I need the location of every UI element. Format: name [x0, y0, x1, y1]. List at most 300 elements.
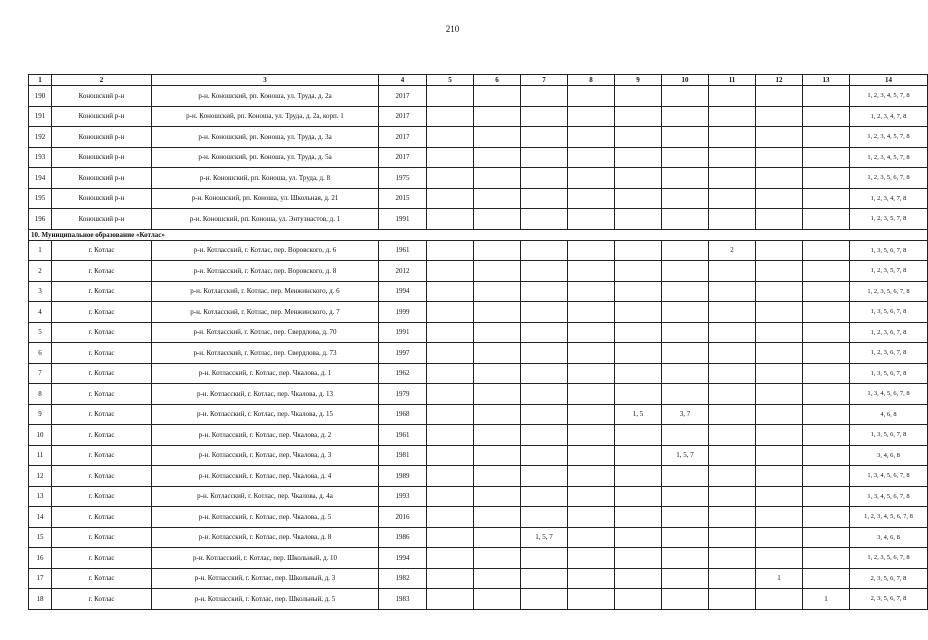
district-cell: г. Котлас	[52, 466, 152, 487]
col10-cell	[662, 281, 709, 302]
col13-cell	[803, 445, 850, 466]
district-cell: г. Котлас	[52, 240, 152, 261]
district-cell: Коношский р-н	[52, 168, 152, 189]
address-cell: р-н. Котласский, г. Котлас, пер. Чкалова, д. 3	[152, 445, 379, 466]
col8-cell	[568, 486, 615, 507]
column-header-12: 12	[756, 75, 803, 86]
col7-cell	[521, 548, 568, 569]
column-header-8: 8	[568, 75, 615, 86]
col6-cell	[474, 466, 521, 487]
col11-cell	[709, 527, 756, 548]
col9-cell	[615, 188, 662, 209]
table-row	[29, 527, 928, 548]
col8-cell	[568, 343, 615, 364]
col9-cell	[615, 322, 662, 343]
col10-cell	[662, 127, 709, 148]
col11-cell	[709, 86, 756, 107]
col11-cell: 2	[709, 240, 756, 261]
col13-cell	[803, 466, 850, 487]
col12-cell	[756, 548, 803, 569]
col12-cell	[756, 281, 803, 302]
works-cell: 1, 2, 3, 4, 5, 7, 8	[850, 147, 928, 168]
row-number: 196	[29, 209, 52, 230]
col9-cell	[615, 425, 662, 446]
col9-cell	[615, 240, 662, 261]
col6-cell	[474, 527, 521, 548]
address-cell: р-н. Коношский, рп. Коноша, ул. Труда, д. 2а	[152, 86, 379, 107]
col8-cell	[568, 168, 615, 189]
address-cell: р-н. Котласский, г. Котлас, пер. Воровского, д. 6	[152, 240, 379, 261]
col7-cell	[521, 343, 568, 364]
col13-cell	[803, 322, 850, 343]
col10-cell	[662, 261, 709, 282]
district-cell: г. Котлас	[52, 445, 152, 466]
col12-cell	[756, 188, 803, 209]
col11-cell	[709, 168, 756, 189]
district-cell: Коношский р-н	[52, 147, 152, 168]
col10-cell	[662, 425, 709, 446]
works-cell: 1, 3, 5, 6, 7, 8	[850, 425, 928, 446]
col5-cell	[427, 209, 474, 230]
row-number: 13	[29, 486, 52, 507]
col8-cell	[568, 106, 615, 127]
col7-cell	[521, 106, 568, 127]
col12-cell	[756, 261, 803, 282]
works-cell: 1, 2, 3, 6, 7, 8	[850, 343, 928, 364]
table-row	[29, 322, 928, 343]
district-cell: Коношский р-н	[52, 209, 152, 230]
col7-cell	[521, 302, 568, 323]
col8-cell	[568, 281, 615, 302]
col12-cell	[756, 445, 803, 466]
table-row	[29, 86, 928, 107]
col12-cell: 1	[756, 568, 803, 589]
col12-cell	[756, 589, 803, 610]
col7-cell	[521, 445, 568, 466]
col12-cell	[756, 486, 803, 507]
col9-cell	[615, 363, 662, 384]
column-header-9: 9	[615, 75, 662, 86]
col7-cell	[521, 127, 568, 148]
col10-cell	[662, 302, 709, 323]
table-row	[29, 548, 928, 569]
year-cell: 1962	[379, 363, 427, 384]
col9-cell	[615, 589, 662, 610]
col6-cell	[474, 168, 521, 189]
row-number: 1	[29, 240, 52, 261]
col5-cell	[427, 343, 474, 364]
col11-cell	[709, 445, 756, 466]
col6-cell	[474, 106, 521, 127]
table-row	[29, 507, 928, 528]
district-cell: г. Котлас	[52, 527, 152, 548]
col7-cell: 1, 5, 7	[521, 527, 568, 548]
table-row	[29, 466, 928, 487]
col10-cell	[662, 106, 709, 127]
col11-cell	[709, 384, 756, 405]
col8-cell	[568, 445, 615, 466]
col10-cell	[662, 209, 709, 230]
col13-cell	[803, 384, 850, 405]
col5-cell	[427, 548, 474, 569]
year-cell: 1979	[379, 384, 427, 405]
col8-cell	[568, 240, 615, 261]
col13-cell	[803, 507, 850, 528]
col12-cell	[756, 384, 803, 405]
year-cell: 1991	[379, 322, 427, 343]
works-cell: 1, 2, 3, 5, 6, 7, 8	[850, 281, 928, 302]
district-cell: г. Котлас	[52, 589, 152, 610]
year-cell: 1999	[379, 302, 427, 323]
col6-cell	[474, 343, 521, 364]
col6-cell	[474, 404, 521, 425]
table-row	[29, 106, 928, 127]
col10-cell	[662, 466, 709, 487]
column-header-3: 3	[152, 75, 379, 86]
col6-cell	[474, 281, 521, 302]
works-cell: 1, 2, 3, 4, 5, 7, 8	[850, 86, 928, 107]
col5-cell	[427, 86, 474, 107]
col5-cell	[427, 486, 474, 507]
works-cell: 1, 3, 4, 5, 6, 7, 8	[850, 486, 928, 507]
col8-cell	[568, 548, 615, 569]
address-cell: р-н. Коношский, рп. Коноша, ул. Энтузиастов, д. 1	[152, 209, 379, 230]
col6-cell	[474, 548, 521, 569]
col5-cell	[427, 404, 474, 425]
col9-cell	[615, 445, 662, 466]
table-row	[29, 445, 928, 466]
col11-cell	[709, 466, 756, 487]
row-number: 2	[29, 261, 52, 282]
works-cell: 1, 2, 3, 4, 7, 8	[850, 188, 928, 209]
col10-cell	[662, 384, 709, 405]
table-row	[29, 188, 928, 209]
col5-cell	[427, 281, 474, 302]
row-number: 193	[29, 147, 52, 168]
col6-cell	[474, 425, 521, 446]
col9-cell	[615, 527, 662, 548]
year-cell: 1968	[379, 404, 427, 425]
col9-cell	[615, 486, 662, 507]
works-cell: 1, 2, 3, 4, 7, 8	[850, 106, 928, 127]
district-cell: г. Котлас	[52, 322, 152, 343]
col9-cell	[615, 86, 662, 107]
col9-cell	[615, 261, 662, 282]
table-row	[29, 240, 928, 261]
col10-cell	[662, 188, 709, 209]
address-cell: р-н. Котласский, г. Котлас, пер. Чкалова, д. 4а	[152, 486, 379, 507]
col10-cell	[662, 322, 709, 343]
table-row	[29, 147, 928, 168]
district-cell: Коношский р-н	[52, 127, 152, 148]
col8-cell	[568, 425, 615, 446]
col13-cell	[803, 188, 850, 209]
year-cell: 1983	[379, 589, 427, 610]
col8-cell	[568, 384, 615, 405]
col5-cell	[427, 322, 474, 343]
col11-cell	[709, 106, 756, 127]
col12-cell	[756, 86, 803, 107]
col10-cell: 3, 7	[662, 404, 709, 425]
works-cell: 1, 3, 5, 6, 7, 8	[850, 363, 928, 384]
col7-cell	[521, 363, 568, 384]
col9-cell	[615, 507, 662, 528]
col11-cell	[709, 343, 756, 364]
col8-cell	[568, 568, 615, 589]
col12-cell	[756, 127, 803, 148]
year-cell: 1961	[379, 425, 427, 446]
address-cell: р-н. Коношский, рп. Коноша, ул. Труда, д. 2а, корп. 1	[152, 106, 379, 127]
year-cell: 2017	[379, 106, 427, 127]
col8-cell	[568, 147, 615, 168]
district-cell: Коношский р-н	[52, 188, 152, 209]
column-header-1: 1	[29, 75, 52, 86]
col10-cell	[662, 589, 709, 610]
year-cell: 1981	[379, 445, 427, 466]
col10-cell	[662, 168, 709, 189]
col7-cell	[521, 322, 568, 343]
year-cell: 1982	[379, 568, 427, 589]
col5-cell	[427, 568, 474, 589]
row-number: 9	[29, 404, 52, 425]
district-cell: г. Котлас	[52, 384, 152, 405]
table-row	[29, 363, 928, 384]
table-row	[29, 127, 928, 148]
col7-cell	[521, 404, 568, 425]
col5-cell	[427, 466, 474, 487]
col6-cell	[474, 302, 521, 323]
col7-cell	[521, 507, 568, 528]
col8-cell	[568, 188, 615, 209]
col13-cell	[803, 568, 850, 589]
col13-cell	[803, 281, 850, 302]
works-cell: 1, 2, 3, 5, 7, 8	[850, 209, 928, 230]
col11-cell	[709, 188, 756, 209]
year-cell: 1994	[379, 548, 427, 569]
col5-cell	[427, 188, 474, 209]
district-cell: г. Котлас	[52, 568, 152, 589]
address-cell: р-н. Котласский, г. Котлас, пер. Чкалова, д. 1	[152, 363, 379, 384]
col11-cell	[709, 261, 756, 282]
col10-cell	[662, 486, 709, 507]
year-cell: 2017	[379, 127, 427, 148]
works-cell: 4, 6, 8	[850, 404, 928, 425]
works-cell: 1, 3, 4, 5, 6, 7, 8	[850, 466, 928, 487]
col11-cell	[709, 127, 756, 148]
address-cell: р-н. Коношский, рп. Коноша, ул. Школьная, д. 21	[152, 188, 379, 209]
col5-cell	[427, 147, 474, 168]
row-number: 194	[29, 168, 52, 189]
table-row	[29, 486, 928, 507]
district-cell: г. Котлас	[52, 548, 152, 569]
col7-cell	[521, 568, 568, 589]
register-table	[28, 74, 928, 610]
address-cell: р-н. Котласский, г. Котлас, пер. Чкалова, д. 8	[152, 527, 379, 548]
col10-cell	[662, 343, 709, 364]
col11-cell	[709, 322, 756, 343]
col12-cell	[756, 404, 803, 425]
col9-cell	[615, 168, 662, 189]
row-number: 18	[29, 589, 52, 610]
year-cell: 1986	[379, 527, 427, 548]
row-number: 3	[29, 281, 52, 302]
col6-cell	[474, 445, 521, 466]
col10-cell	[662, 86, 709, 107]
address-cell: р-н. Котласский, г. Котлас, пер. Менжинского, д. 6	[152, 281, 379, 302]
column-header-5: 5	[427, 75, 474, 86]
col11-cell	[709, 209, 756, 230]
col12-cell	[756, 240, 803, 261]
address-cell: р-н. Котласский, г. Котлас, пер. Свердлова, д. 73	[152, 343, 379, 364]
col10-cell	[662, 240, 709, 261]
col9-cell	[615, 466, 662, 487]
year-cell: 2012	[379, 261, 427, 282]
year-cell: 1993	[379, 486, 427, 507]
address-cell: р-н. Котласский, г. Котлас, пер. Чкалова, д. 13	[152, 384, 379, 405]
col8-cell	[568, 589, 615, 610]
row-number: 14	[29, 507, 52, 528]
year-cell: 1997	[379, 343, 427, 364]
col7-cell	[521, 168, 568, 189]
col5-cell	[427, 240, 474, 261]
section-title: 10. Муниципальное образование «Котлас»	[29, 229, 928, 240]
col6-cell	[474, 363, 521, 384]
address-cell: р-н. Котласский, г. Котлас, пер. Чкалова, д. 5	[152, 507, 379, 528]
col7-cell	[521, 147, 568, 168]
works-cell: 3, 4, 6, 8	[850, 527, 928, 548]
address-cell: р-н. Котласский, г. Котлас, пер. Чкалова, д. 15	[152, 404, 379, 425]
address-cell: р-н. Котласский, г. Котлас, пер. Менжинского, д. 7	[152, 302, 379, 323]
works-cell: 1, 2, 3, 6, 7, 8	[850, 322, 928, 343]
col5-cell	[427, 589, 474, 610]
col8-cell	[568, 363, 615, 384]
col11-cell	[709, 507, 756, 528]
table-body	[29, 86, 928, 610]
col12-cell	[756, 425, 803, 446]
works-cell: 2, 3, 5, 6, 7, 8	[850, 568, 928, 589]
row-number: 195	[29, 188, 52, 209]
col5-cell	[427, 384, 474, 405]
address-cell: р-н. Коношский, рп. Коноша, ул. Труда, д. 5а	[152, 147, 379, 168]
column-header-10: 10	[662, 75, 709, 86]
col5-cell	[427, 302, 474, 323]
col8-cell	[568, 527, 615, 548]
row-number: 4	[29, 302, 52, 323]
col9-cell: 1, 5	[615, 404, 662, 425]
col6-cell	[474, 147, 521, 168]
district-cell: г. Котлас	[52, 302, 152, 323]
col7-cell	[521, 261, 568, 282]
table-row	[29, 343, 928, 364]
col8-cell	[568, 261, 615, 282]
col9-cell	[615, 548, 662, 569]
col13-cell	[803, 404, 850, 425]
row-number: 16	[29, 548, 52, 569]
col9-cell	[615, 384, 662, 405]
col12-cell	[756, 106, 803, 127]
col12-cell	[756, 147, 803, 168]
col5-cell	[427, 527, 474, 548]
col13-cell	[803, 209, 850, 230]
col5-cell	[427, 106, 474, 127]
col11-cell	[709, 425, 756, 446]
row-number: 5	[29, 322, 52, 343]
address-cell: р-н. Коношский, рп. Коноша, ул. Труда, д. 8	[152, 168, 379, 189]
col7-cell	[521, 384, 568, 405]
table-row	[29, 302, 928, 323]
col9-cell	[615, 281, 662, 302]
district-cell: г. Котлас	[52, 363, 152, 384]
year-cell: 2016	[379, 507, 427, 528]
table-row	[29, 568, 928, 589]
col6-cell	[474, 589, 521, 610]
column-header-2: 2	[52, 75, 152, 86]
address-cell: р-н. Котласский, г. Котлас, пер. Школьный, д. 3	[152, 568, 379, 589]
col12-cell	[756, 363, 803, 384]
table-header	[29, 75, 928, 86]
col12-cell	[756, 466, 803, 487]
district-cell: г. Котлас	[52, 425, 152, 446]
col11-cell	[709, 568, 756, 589]
table-row	[29, 261, 928, 282]
row-number: 11	[29, 445, 52, 466]
col13-cell: 1	[803, 589, 850, 610]
col13-cell	[803, 486, 850, 507]
year-cell: 1991	[379, 209, 427, 230]
col5-cell	[427, 425, 474, 446]
col7-cell	[521, 589, 568, 610]
col5-cell	[427, 445, 474, 466]
year-cell: 1994	[379, 281, 427, 302]
col8-cell	[568, 507, 615, 528]
table-row	[29, 281, 928, 302]
col13-cell	[803, 425, 850, 446]
col5-cell	[427, 168, 474, 189]
col6-cell	[474, 486, 521, 507]
district-cell: г. Котлас	[52, 507, 152, 528]
address-cell: р-н. Котласский, г. Котлас, пер. Школьный, д. 10	[152, 548, 379, 569]
col5-cell	[427, 261, 474, 282]
col8-cell	[568, 86, 615, 107]
col8-cell	[568, 209, 615, 230]
works-cell: 1, 3, 5, 6, 7, 8	[850, 240, 928, 261]
page-number: 210	[445, 24, 460, 34]
table-row	[29, 404, 928, 425]
col9-cell	[615, 568, 662, 589]
column-header-11: 11	[709, 75, 756, 86]
col13-cell	[803, 168, 850, 189]
col6-cell	[474, 322, 521, 343]
row-number: 7	[29, 363, 52, 384]
row-number: 8	[29, 384, 52, 405]
address-cell: р-н. Котласский, г. Котлас, пер. Свердлова, д. 70	[152, 322, 379, 343]
district-cell: г. Котлас	[52, 486, 152, 507]
address-cell: р-н. Котласский, г. Котлас, пер. Школьный, д. 5	[152, 589, 379, 610]
col5-cell	[427, 507, 474, 528]
col12-cell	[756, 507, 803, 528]
year-cell: 2015	[379, 188, 427, 209]
works-cell: 1, 2, 3, 5, 7, 8	[850, 261, 928, 282]
col8-cell	[568, 404, 615, 425]
row-number: 191	[29, 106, 52, 127]
row-number: 17	[29, 568, 52, 589]
col9-cell	[615, 343, 662, 364]
col13-cell	[803, 548, 850, 569]
col13-cell	[803, 261, 850, 282]
col6-cell	[474, 86, 521, 107]
col8-cell	[568, 322, 615, 343]
col8-cell	[568, 466, 615, 487]
